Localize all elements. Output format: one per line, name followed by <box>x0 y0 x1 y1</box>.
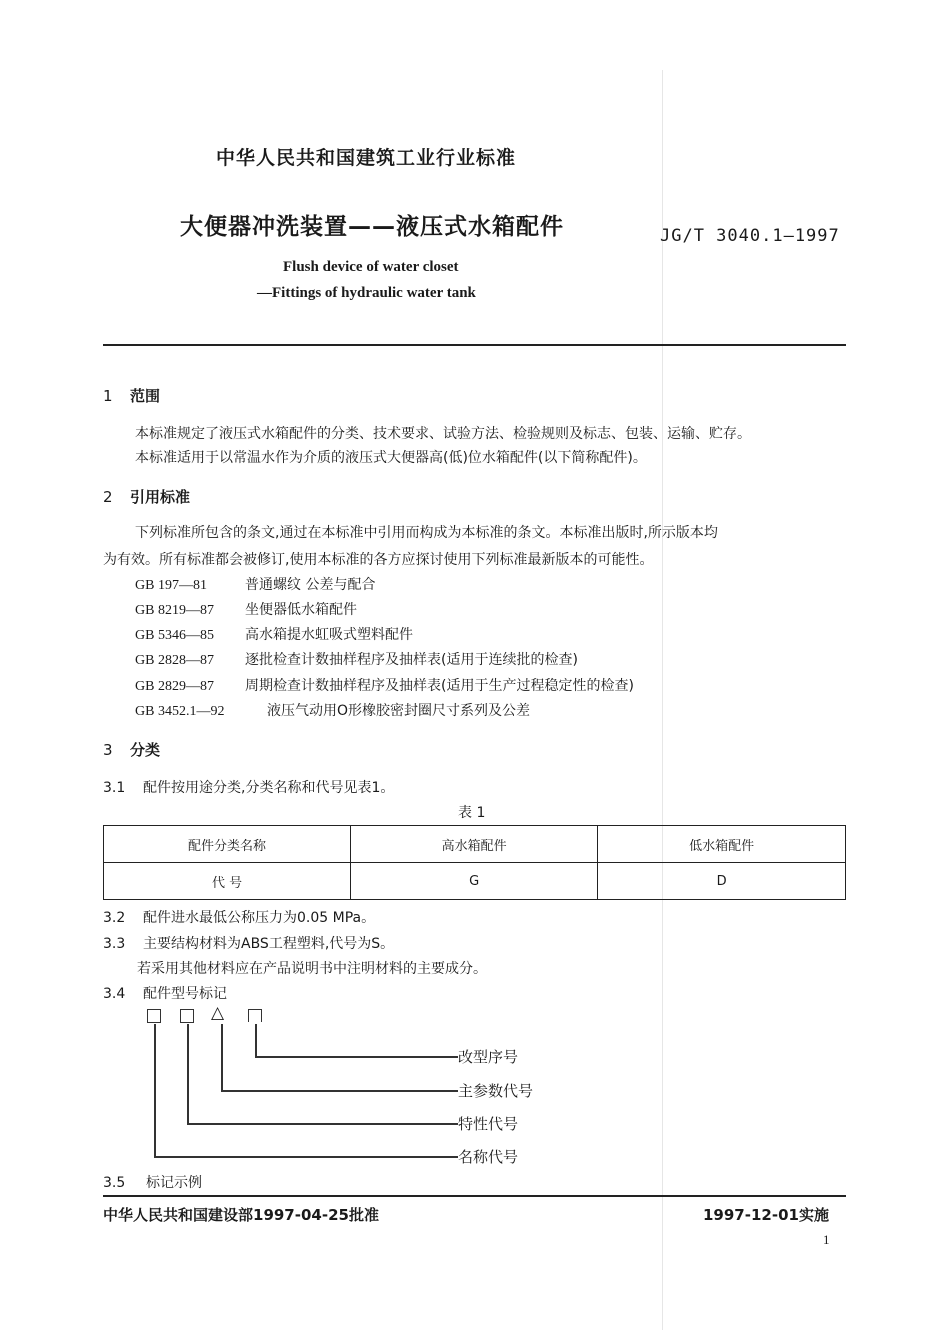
table-cell: 代 号 <box>104 863 351 900</box>
reference-item <box>135 624 413 644</box>
page-title: 大便器冲洗装置——液压式水箱配件 <box>180 214 564 240</box>
label-revision-number: 改型序号 <box>458 1048 519 1066</box>
table-header-cell: 高水箱配件 <box>351 826 598 863</box>
reference-name: 高水箱提水虹吸式塑料配件 <box>245 627 413 643</box>
label-name-code: 名称代号 <box>458 1148 519 1166</box>
feature-code-box <box>180 1009 194 1023</box>
section-heading-scope <box>103 385 160 406</box>
english-title-line1: Flush device of water closet <box>283 259 459 275</box>
clause-number: 3.4 <box>103 986 126 1002</box>
triangle-symbol: △ <box>211 1003 225 1023</box>
connector-line <box>221 1090 458 1092</box>
clause-3-4 <box>103 983 227 1003</box>
revision-code-box <box>248 1009 262 1022</box>
reference-code: GB 197—81 <box>135 578 207 593</box>
english-title-line2: —Fittings of hydraulic water tank <box>257 285 476 301</box>
clause-text: 标记示例 <box>146 1175 202 1191</box>
classification-table <box>103 825 846 900</box>
table-caption: 表 1 <box>458 805 486 821</box>
page-fold-line <box>662 70 663 1330</box>
label-feature-code: 特性代号 <box>458 1115 519 1133</box>
section-title: 分类 <box>130 741 161 759</box>
approval-line: 中华人民共和国建设部1997-04-25批准 <box>103 1206 379 1224</box>
section-number: 3 <box>103 741 113 759</box>
connector-line <box>154 1156 458 1158</box>
section-number: 2 <box>103 488 113 506</box>
connector-line <box>187 1123 458 1125</box>
connector-line <box>255 1056 458 1058</box>
reference-name: 逐批检查计数抽样程序及抽样表(适用于连续批的检查) <box>245 652 578 668</box>
header-rule <box>103 344 846 346</box>
section-number: 1 <box>103 387 113 405</box>
label-main-parameter-code: 主参数代号 <box>458 1082 534 1100</box>
connector-line <box>221 1024 223 1091</box>
clause-number: 3.1 <box>103 780 126 796</box>
clause-text: 配件进水最低公称压力为0.05 MPa。 <box>143 910 376 926</box>
clause-number: 3.2 <box>103 910 126 926</box>
clause-3-2 <box>103 907 375 927</box>
table-cell: G <box>351 863 598 900</box>
table-header-row <box>104 826 846 863</box>
reference-code: GB 5346—85 <box>135 628 214 643</box>
section-heading-classification <box>103 739 160 760</box>
standard-category: 中华人民共和国建筑工业行业标准 <box>216 147 517 169</box>
clause-number: 3.3 <box>103 936 126 952</box>
reference-name: 普通螺纹 公差与配合 <box>245 577 376 593</box>
reference-code: GB 2829—87 <box>135 679 214 694</box>
connector-line <box>255 1024 257 1057</box>
table-header-cell: 低水箱配件 <box>598 826 846 863</box>
section-title: 范围 <box>130 387 161 405</box>
reference-item <box>135 649 578 669</box>
connector-line <box>187 1024 189 1124</box>
reference-code: GB 2828—87 <box>135 653 214 668</box>
paragraph: 本标准规定了液压式水箱配件的分类、技术要求、试验方法、检验规则及标志、包装、运输、贮存。 <box>135 426 751 442</box>
reference-item <box>135 574 375 594</box>
reference-code: GB 8219—87 <box>135 603 214 618</box>
paragraph: 为有效。所有标准都会被修订,使用本标准的各方应探讨使用下列标准最新版本的可能性。 <box>103 552 654 568</box>
reference-name: 液压气动用O形橡胶密封圈尺寸系列及公差 <box>267 703 531 719</box>
footer-rule <box>103 1195 846 1197</box>
clause-3-5 <box>103 1172 202 1192</box>
clause-note: 若采用其他材料应在产品说明书中注明材料的主要成分。 <box>137 961 487 977</box>
reference-item <box>135 675 634 695</box>
section-heading-references <box>103 486 190 507</box>
clause-number: 3.5 <box>103 1175 126 1191</box>
name-code-box <box>147 1009 161 1023</box>
reference-code: GB 3452.1—92 <box>135 704 225 719</box>
clause-3-3 <box>103 933 394 953</box>
reference-name: 周期检查计数抽样程序及抽样表(适用于生产过程稳定性的检查) <box>245 678 634 694</box>
table-header-cell: 配件分类名称 <box>104 826 351 863</box>
clause-text: 主要结构材料为ABS工程塑料,代号为S。 <box>143 936 395 952</box>
implementation-date: 1997-12-01实施 <box>703 1206 829 1224</box>
connector-line <box>154 1024 156 1157</box>
clause-text: 配件型号标记 <box>143 986 227 1002</box>
standard-code: JG/T 3040.1—1997 <box>660 226 840 246</box>
section-title: 引用标准 <box>130 488 191 506</box>
paragraph: 本标准适用于以常温水作为介质的液压式大便器高(低)位水箱配件(以下简称配件)。 <box>135 450 647 466</box>
reference-name: 坐便器低水箱配件 <box>245 602 357 618</box>
reference-item <box>135 700 530 720</box>
paragraph: 下列标准所包含的条文,通过在本标准中引用而构成为本标准的条文。本标准出版时,所示版本均 <box>135 525 718 541</box>
table-cell: D <box>598 863 846 900</box>
reference-item <box>135 599 357 619</box>
clause-text: 配件按用途分类,分类名称和代号见表1。 <box>143 780 395 796</box>
page-number: 1 <box>823 1232 830 1247</box>
clause-3-1 <box>103 777 394 797</box>
table-row <box>104 863 846 900</box>
